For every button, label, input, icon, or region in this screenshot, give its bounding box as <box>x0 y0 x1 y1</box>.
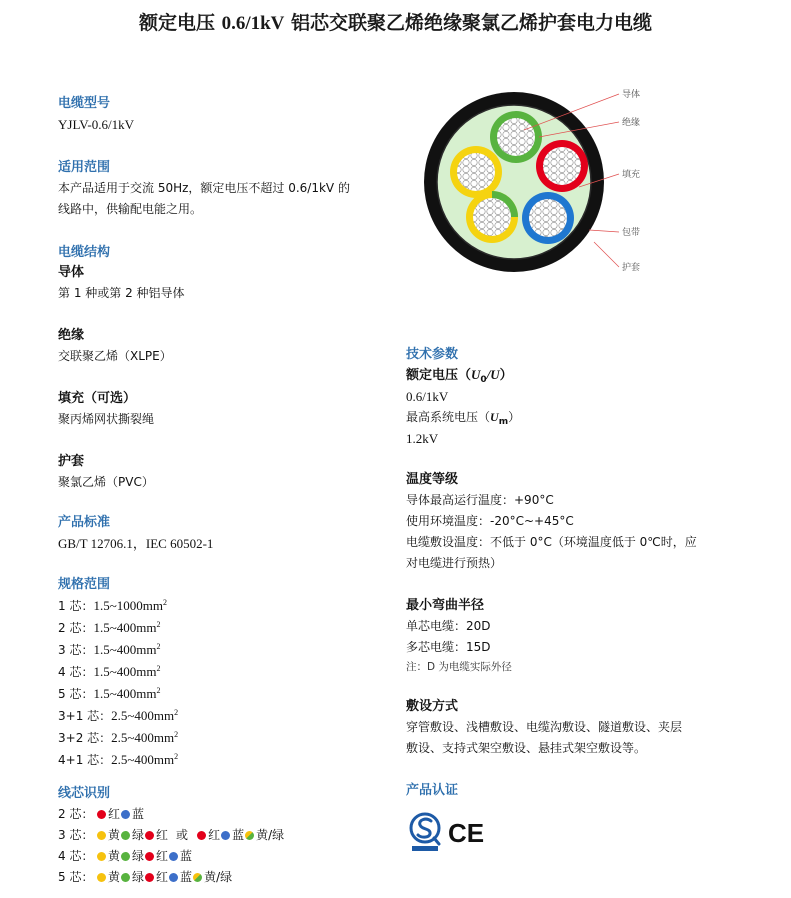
insulation-label: 绝缘 <box>58 328 85 343</box>
application-line1: 本产品适用于交流 50Hz，额定电压不超过 0.6/1kV 的 <box>58 181 350 195</box>
red-dot-icon <box>145 873 154 882</box>
spec-row-range: 2.5~400mm <box>111 730 175 745</box>
spec-row-unit-sup: 2 <box>162 598 167 607</box>
spec-row <box>58 705 388 727</box>
color-green: 绿 <box>132 870 145 884</box>
spec-row-label: 3+1 芯： <box>58 709 112 723</box>
core-yellow-left <box>450 146 502 198</box>
or-text: 或 <box>176 828 189 842</box>
blue-dot-icon <box>221 831 230 840</box>
quality-certification-icon <box>408 812 442 851</box>
green-dot-icon <box>121 852 130 861</box>
spec-row-label: 1 芯： <box>58 599 94 613</box>
blue-dot-icon <box>169 873 178 882</box>
standard-heading: 产品标准 <box>58 515 111 530</box>
color-red: 红 <box>156 828 169 842</box>
spec-row <box>58 749 388 771</box>
color-blue: 蓝 <box>132 807 145 821</box>
core-row-2 <box>58 804 388 825</box>
color-green: 绿 <box>132 849 145 863</box>
color-yellow: 黄 <box>108 849 121 863</box>
sheath-label: 护套 <box>58 454 85 469</box>
model-value: YJLV-0.6/1kV <box>58 117 134 132</box>
certification-heading: 产品认证 <box>406 783 459 798</box>
spec-row-range: 1.5~400mm <box>93 664 157 679</box>
spec-row-label: 4+1 芯： <box>58 753 112 767</box>
insulation-value: 交联聚乙烯（XLPE） <box>58 349 172 363</box>
label-tape: 包带 <box>622 228 641 238</box>
spec-row-range: 2.5~400mm <box>111 708 175 723</box>
spec-row-range: 1.5~1000mm <box>93 598 163 613</box>
core-red <box>536 140 588 192</box>
core-id-section <box>58 784 388 888</box>
bending-note: 注：D 为电缆实际外径 <box>406 661 512 673</box>
color-yellow: 黄 <box>108 870 121 884</box>
spec-row <box>58 617 388 639</box>
specs-list <box>58 595 388 771</box>
color-red: 红 <box>208 828 221 842</box>
color-yellow: 黄 <box>108 828 121 842</box>
label-conductor: 导体 <box>622 90 641 100</box>
ce-mark-icon: CE <box>448 818 485 848</box>
spec-row-range: 1.5~400mm <box>93 686 157 701</box>
color-red: 红 <box>156 849 169 863</box>
red-dot-icon <box>145 852 154 861</box>
yellow-dot-icon <box>97 831 106 840</box>
spec-row-unit-sup: 2 <box>156 686 161 695</box>
bending-heading: 最小弯曲半径 <box>406 598 485 613</box>
conductor-value: 第 1 种或第 2 种铝导体 <box>58 286 185 300</box>
title-prefix: 额定电压 <box>138 12 215 34</box>
bending-single: 单芯电缆：20D <box>406 619 491 633</box>
temperature-line3: 电缆敷设温度：不低于 0°C（环境温度低于 0℃时，应 <box>406 535 697 549</box>
spec-row <box>58 639 388 661</box>
bending-section <box>406 596 746 697</box>
spec-row <box>58 683 388 705</box>
tech-heading: 技术参数 <box>406 347 459 362</box>
spec-row <box>58 661 388 683</box>
label-insulation: 绝缘 <box>622 118 641 128</box>
conductor-label: 导体 <box>58 265 85 280</box>
color-green: 绿 <box>132 828 145 842</box>
spec-row-range: 1.5~400mm <box>93 642 157 657</box>
spec-row-range: 2.5~400mm <box>111 752 175 767</box>
standard-value: GB/T 12706.1，IEC 60502-1 <box>58 536 214 551</box>
spec-row-label: 3+2 芯： <box>58 731 112 745</box>
structure-heading: 电缆结构 <box>58 245 111 260</box>
label-sheath: 护套 <box>622 263 641 273</box>
standard-section <box>58 513 388 575</box>
red-dot-icon <box>97 810 106 819</box>
model-section <box>58 94 388 158</box>
core-id-heading: 线芯识别 <box>58 786 111 801</box>
rated-voltage-label: 额定电压$(U_0/U)$ <box>406 367 513 385</box>
model-heading: 电缆型号 <box>58 96 111 111</box>
label-filler: 填充 <box>622 170 641 180</box>
core-row-5-label: 5 芯： <box>58 870 94 884</box>
application-section <box>58 158 388 243</box>
spec-row-unit-sup: 2 <box>156 642 161 651</box>
blue-dot-icon <box>169 852 178 861</box>
specs-heading: 规格范围 <box>58 577 111 592</box>
left-column <box>58 94 388 888</box>
green-dot-icon <box>121 831 130 840</box>
color-blue: 蓝 <box>232 828 245 842</box>
red-dot-icon <box>197 831 206 840</box>
title-suffix: 铝芯交联聚乙烯绝缘聚氯乙烯护套电力电缆 <box>291 12 653 34</box>
laying-line1: 穿管敷设、浅槽敷设、电缆沟敷设、隧道敷设、夹层 <box>406 720 683 734</box>
core-blue <box>522 192 574 244</box>
laying-line2: 敷设、支持式架空敷设、悬挂式架空敷设等。 <box>406 741 647 755</box>
color-red: 红 <box>156 870 169 884</box>
rated-voltage-value: 0.6/1kV <box>406 389 449 404</box>
page-title <box>0 8 791 35</box>
specs-section <box>58 575 388 784</box>
structure-section <box>58 243 388 513</box>
color-blue: 蓝 <box>180 849 193 863</box>
core-row-3-label: 3 芯： <box>58 828 94 842</box>
color-blue: 蓝 <box>180 870 193 884</box>
filler-value: 聚丙烯网状撕裂绳 <box>58 412 155 426</box>
spec-row-unit-sup: 2 <box>174 752 179 761</box>
temperature-line1: 导体最高运行温度：+90°C <box>406 493 554 507</box>
spec-row-unit-sup: 2 <box>174 708 179 717</box>
right-column <box>406 345 746 801</box>
spec-row-label: 2 芯： <box>58 621 94 635</box>
spec-row-label: 5 芯： <box>58 687 94 701</box>
spec-row <box>58 727 388 749</box>
temperature-section <box>406 470 746 596</box>
certification-section <box>406 781 746 801</box>
spec-row-label: 4 芯： <box>58 665 94 679</box>
cable-cross-section-diagram <box>414 82 674 282</box>
blue-dot-icon <box>121 810 130 819</box>
core-row-5 <box>58 867 388 888</box>
green-dot-icon <box>121 873 130 882</box>
max-voltage-value: 1.2kV <box>406 431 439 446</box>
red-dot-icon <box>145 831 154 840</box>
spec-row-label: 3 芯： <box>58 643 94 657</box>
color-yellow-green: 黄/绿 <box>256 828 285 842</box>
tech-section <box>406 345 746 470</box>
max-voltage-label: 最高系统电压$(U_m)$ <box>406 410 521 427</box>
filler-label: 填充（可选） <box>58 391 137 406</box>
temperature-line2: 使用环境温度：-20°C~+45°C <box>406 514 574 528</box>
laying-section <box>406 697 746 781</box>
temperature-line4: 对电缆进行预热） <box>406 556 503 570</box>
yellow-green-dot-icon <box>193 873 202 882</box>
core-row-2-label: 2 芯： <box>58 807 94 821</box>
laying-heading: 敷设方式 <box>406 699 459 714</box>
certification-logos <box>406 810 496 856</box>
title-voltage: 0.6/1kV <box>221 13 285 34</box>
core-green <box>490 111 542 163</box>
sheath-value: 聚氯乙烯（PVC） <box>58 475 154 489</box>
temperature-heading: 温度等级 <box>406 472 459 487</box>
spec-row-unit-sup: 2 <box>156 620 161 629</box>
yellow-dot-icon <box>97 852 106 861</box>
bending-multi: 多芯电缆：15D <box>406 640 491 654</box>
spec-row-unit-sup: 2 <box>174 730 179 739</box>
core-yellow-green <box>466 191 518 243</box>
color-yellow-green: 黄/绿 <box>204 870 233 884</box>
spec-row-unit-sup: 2 <box>156 664 161 673</box>
spec-row <box>58 595 388 617</box>
color-red: 红 <box>108 807 121 821</box>
spec-row-range: 1.5~400mm <box>93 620 157 635</box>
core-row-4-label: 4 芯： <box>58 849 94 863</box>
core-row-3 <box>58 825 388 846</box>
yellow-dot-icon <box>97 873 106 882</box>
core-row-4 <box>58 846 388 867</box>
application-line2: 线路中，供输配电能之用。 <box>58 202 203 216</box>
yellow-green-dot-icon <box>245 831 254 840</box>
application-heading: 适用范围 <box>58 160 111 175</box>
